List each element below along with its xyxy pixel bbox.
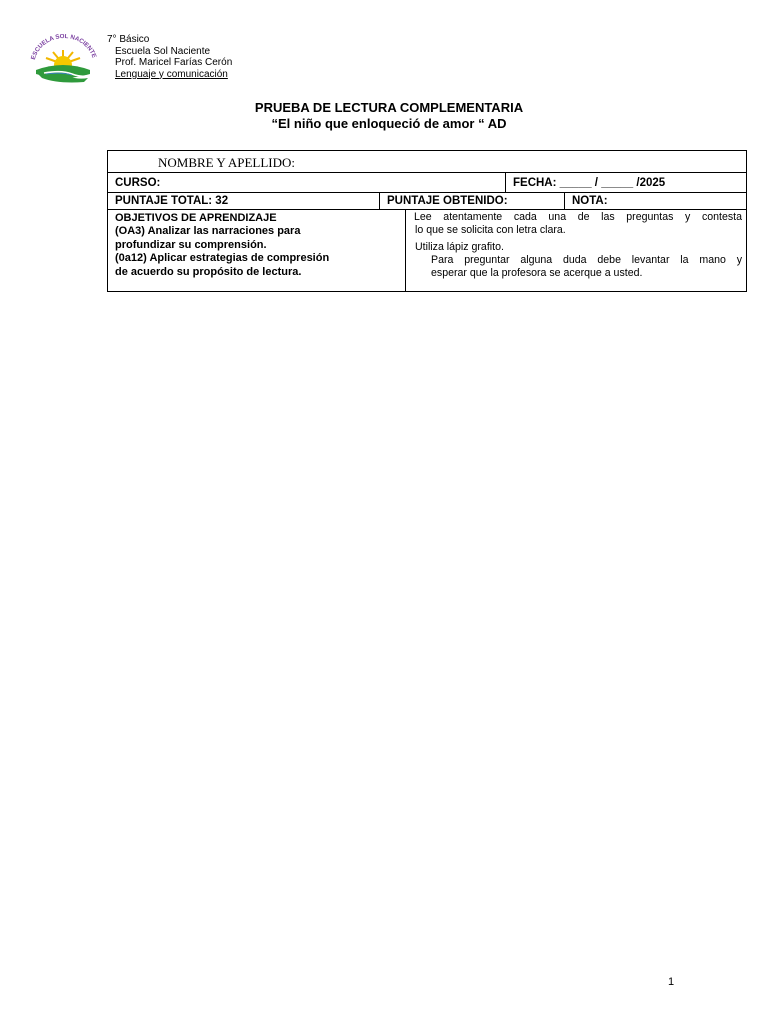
instruction-item: [414, 241, 742, 254]
teacher-name: Prof. Maricel Farías Cerón: [115, 57, 233, 69]
name-label: NOMBRE Y APELLIDO:: [158, 155, 295, 170]
obtained-score-cell: [379, 193, 564, 209]
instruction-line: Para preguntar alguna duda debe levantar la mano y: [431, 254, 742, 266]
course-cell: [108, 173, 505, 192]
date-label: FECHA: _____ / _____ /2025: [513, 177, 666, 189]
page-subtitle: “El niño que enloqueció de amor “ AD: [271, 116, 507, 131]
school-logo: [28, 34, 100, 84]
header-info: [107, 34, 232, 80]
objective-line: profundizar su comprensión.: [115, 238, 267, 251]
student-info-table: [107, 150, 747, 292]
logo-text: ESCUELA SOL NACIENTE: [29, 34, 98, 61]
grade-label: NOTA:: [572, 195, 608, 207]
instruction-line: esperar que la profesora se acerque a usted.: [431, 267, 643, 279]
course-label: CURSO:: [115, 177, 161, 189]
page-number: 1: [668, 976, 675, 988]
instructions: [406, 210, 746, 292]
grade-label: 7° Básico: [107, 34, 150, 45]
total-score-cell: [108, 193, 379, 209]
objective-line: de acuerdo su propósito de lectura.: [115, 265, 302, 278]
instruction-text: Utiliza lápiz grafito.: [415, 241, 504, 253]
obtained-score-label: PUNTAJE OBTENIDO:: [387, 195, 508, 207]
instruction-line: Lee atentamente cada una de las preguntas y contesta: [414, 211, 742, 223]
score-row: [108, 193, 746, 210]
objective-line: (OA3) Analizar las narraciones para: [115, 225, 301, 238]
page-title: PRUEBA DE LECTURA COMPLEMENTARIA: [254, 100, 524, 115]
subject-name: Lenguaje y comunicación: [115, 68, 228, 80]
instruction-text: lo que se solicita con letra clara.: [415, 224, 566, 236]
instruction-item: [414, 224, 742, 237]
name-row: [108, 151, 746, 173]
school-name: Escuela Sol Naciente: [115, 45, 211, 57]
sun-landscape-icon: [28, 34, 100, 84]
grade-cell: [564, 193, 746, 209]
course-row: [108, 173, 746, 193]
objectives-heading: OBJETIVOS DE APRENDIZAJE: [115, 212, 277, 224]
objective-line: (0a12) Aplicar estrategias de compresión: [115, 252, 330, 265]
date-cell: [505, 173, 746, 192]
total-score-label: PUNTAJE TOTAL: 32: [115, 195, 229, 207]
learning-objectives: [108, 210, 406, 292]
